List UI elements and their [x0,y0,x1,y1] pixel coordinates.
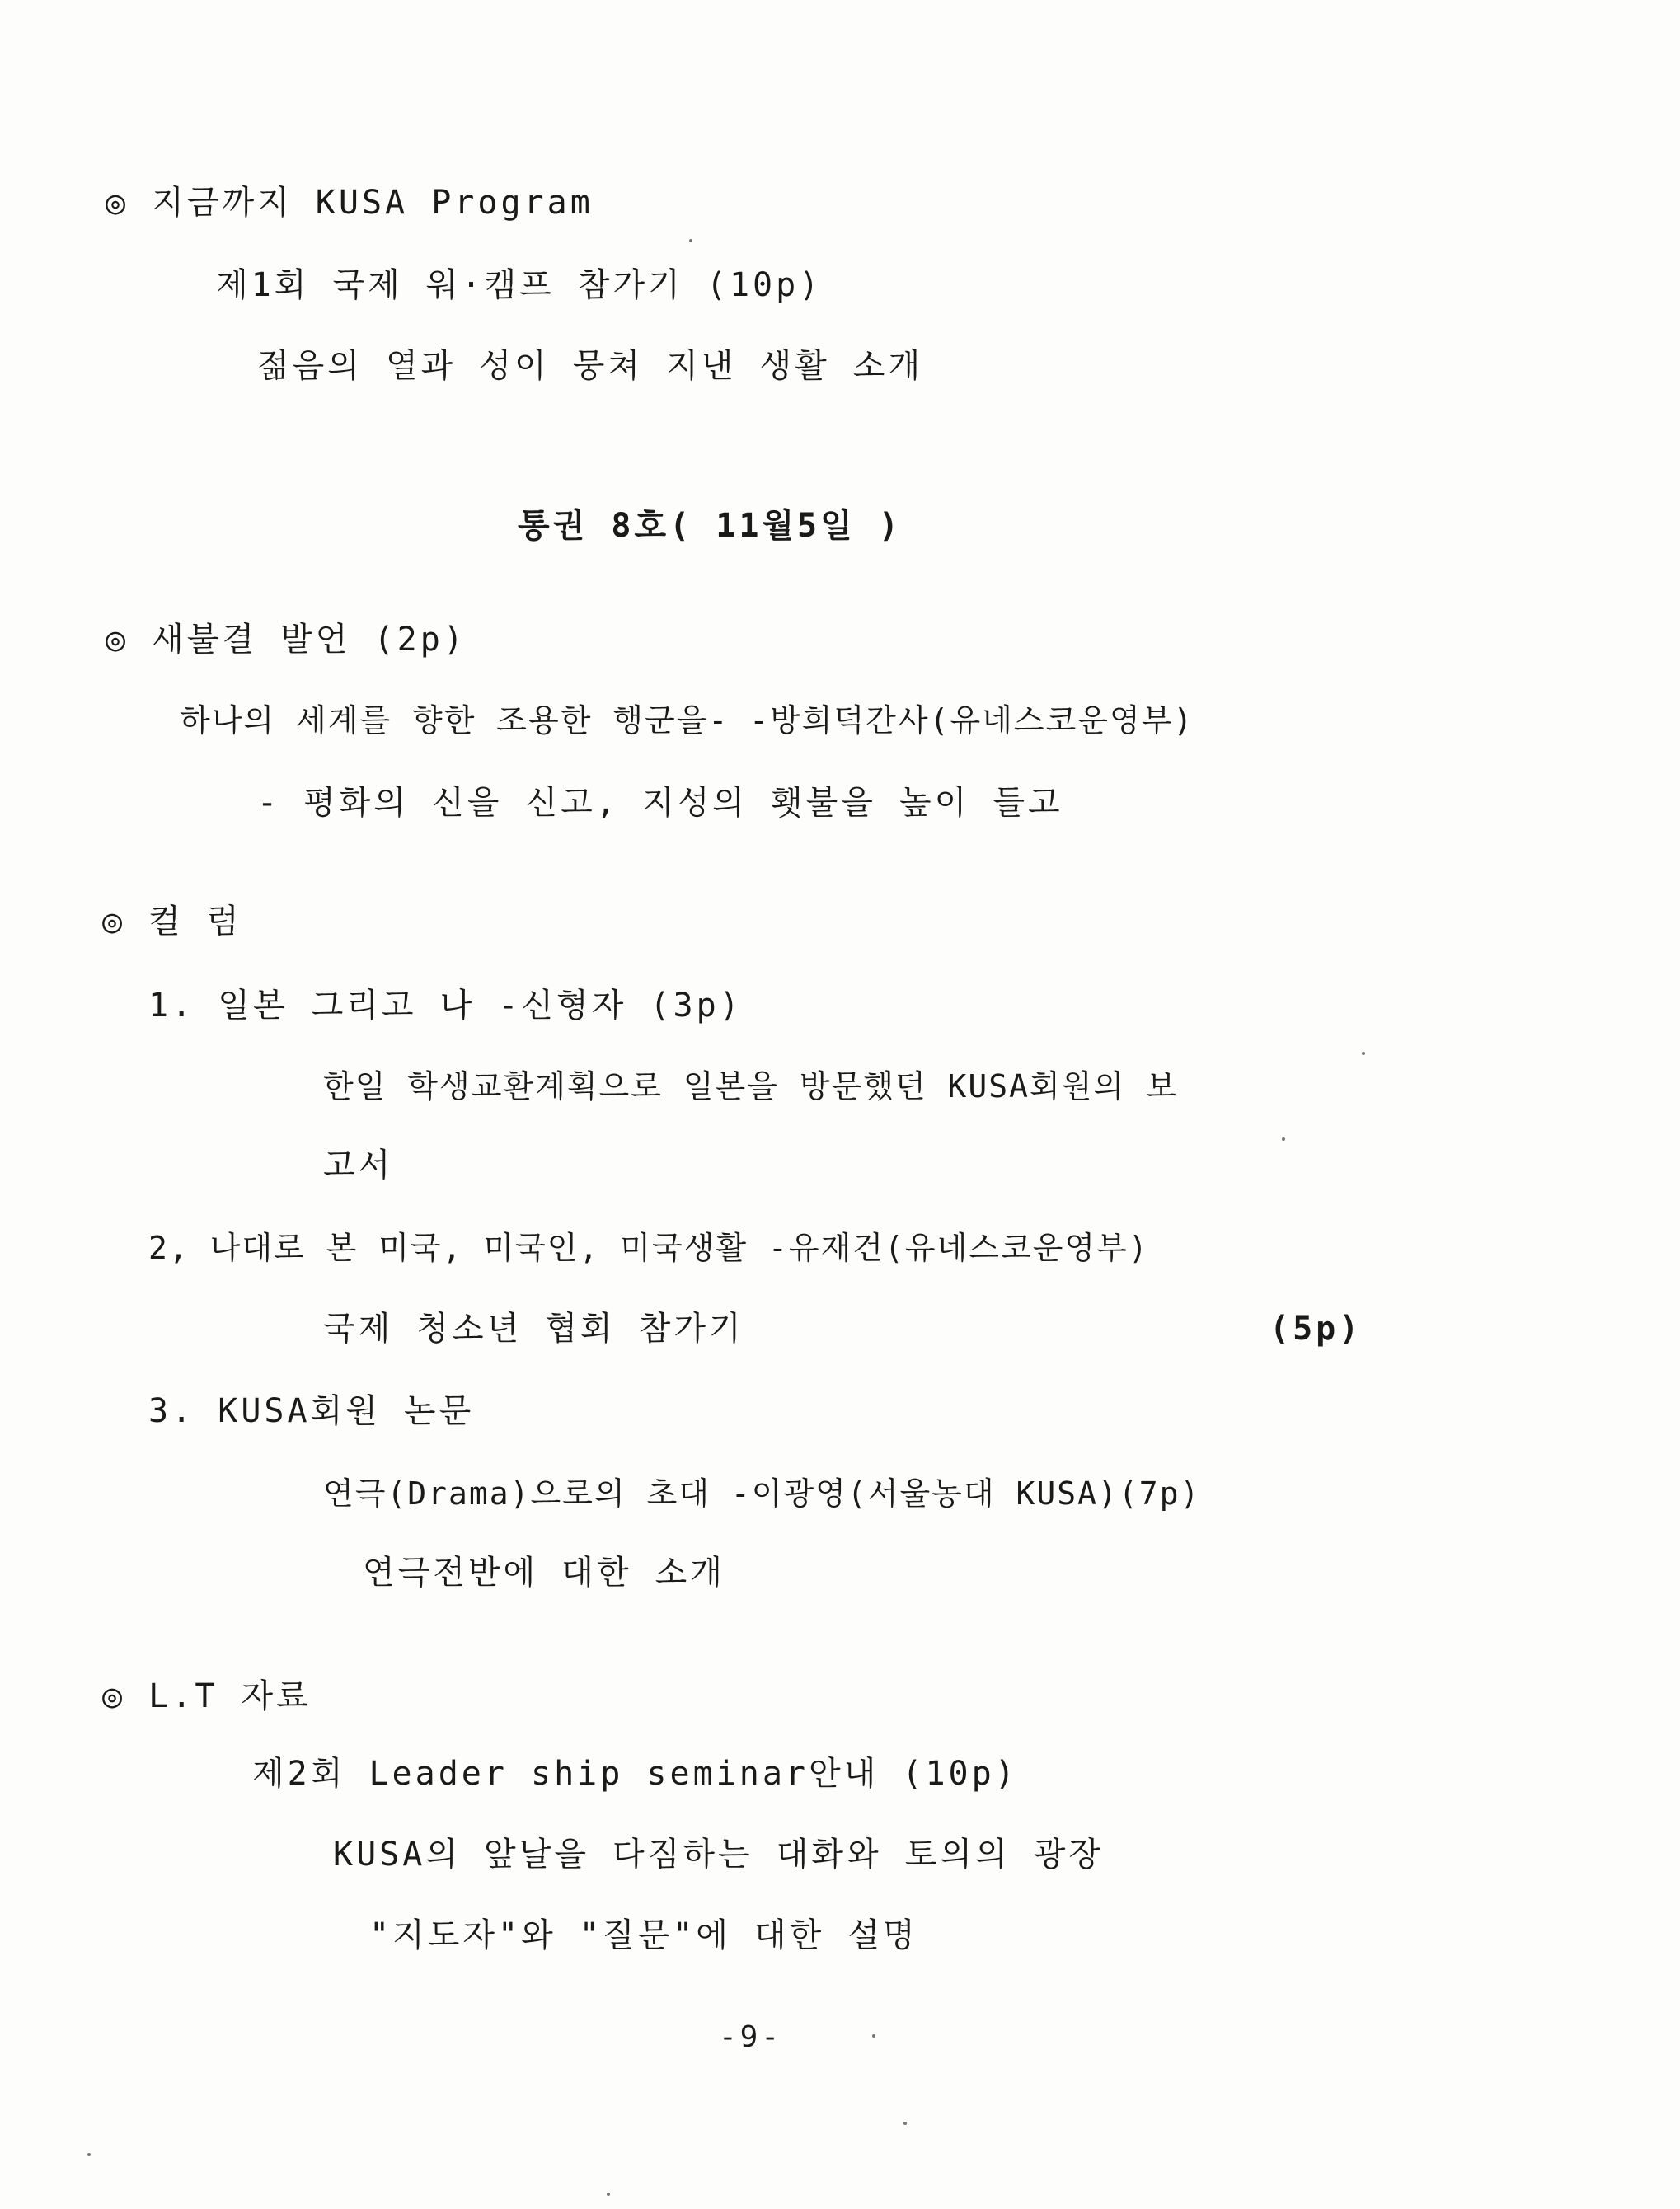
scan-speck [872,2034,875,2038]
column-item1-description-line2: 고서 [323,1147,394,1184]
scan-speck [689,239,692,242]
scan-speck [607,2193,610,2196]
lt-heading: ◎ L.T 자료 [102,1677,312,1715]
lt-description-line2: "지도자"와 "질문"에 대한 설명 [369,1916,918,1954]
program-description: 젊음의 열과 성이 뭉쳐 지낸 생활 소개 [257,347,924,385]
column-item3-description: 연극전반에 대한 소개 [363,1554,725,1592]
lt-description-line1: KUSA의 앞날을 다짐하는 대화와 토의의 광장 [333,1836,1104,1874]
issue-heading: 통권 8호( 11월5일 ) [518,507,902,545]
statement-subtitle: - 평화의 신을 신고, 지성의 횃불을 높이 들고 [257,784,1063,822]
column-item2-page: (5p) [1269,1310,1363,1348]
statement-heading: ◎ 새불결 발언 (2p) [106,621,467,659]
page-number: -9- [719,2020,783,2054]
column-item1-title: 1. 일본 그리고 나 -신형자 (3p) [148,987,743,1025]
column-item3-subtitle: 연극(Drama)으로의 초대 -이광영(서울농대 KUSA)(7p) [323,1475,1201,1512]
program-item: 제1회 국제 워·캠프 참가기 (10p) [216,266,823,304]
scan-speck [1362,1052,1365,1055]
column-item2-description: 국제 청소년 협회 참가기 [323,1310,744,1348]
statement-item: 하나의 세계를 향한 조용한 행군을- -방희덕간사(유네스코운영부) [180,702,1194,739]
program-heading: ◎ 지금까지 KUSA Program [106,184,594,222]
scan-speck [1282,1137,1285,1141]
lt-item: 제2회 Leader ship seminar안내 (10p) [252,1755,1018,1793]
scan-speck [87,2153,91,2156]
column-heading: ◎ 컬 럼 [102,903,242,940]
column-item3-title: 3. KUSA회원 논문 [148,1392,475,1430]
scan-speck [903,2122,907,2125]
column-item2-title: 2, 나대로 본 미국, 미국인, 미국생활 -유재건(유네스코운영부) [148,1230,1149,1266]
column-item1-description-line1: 한일 학생교환계획으로 일본을 방문했던 KUSA회원의 보 [323,1068,1178,1104]
